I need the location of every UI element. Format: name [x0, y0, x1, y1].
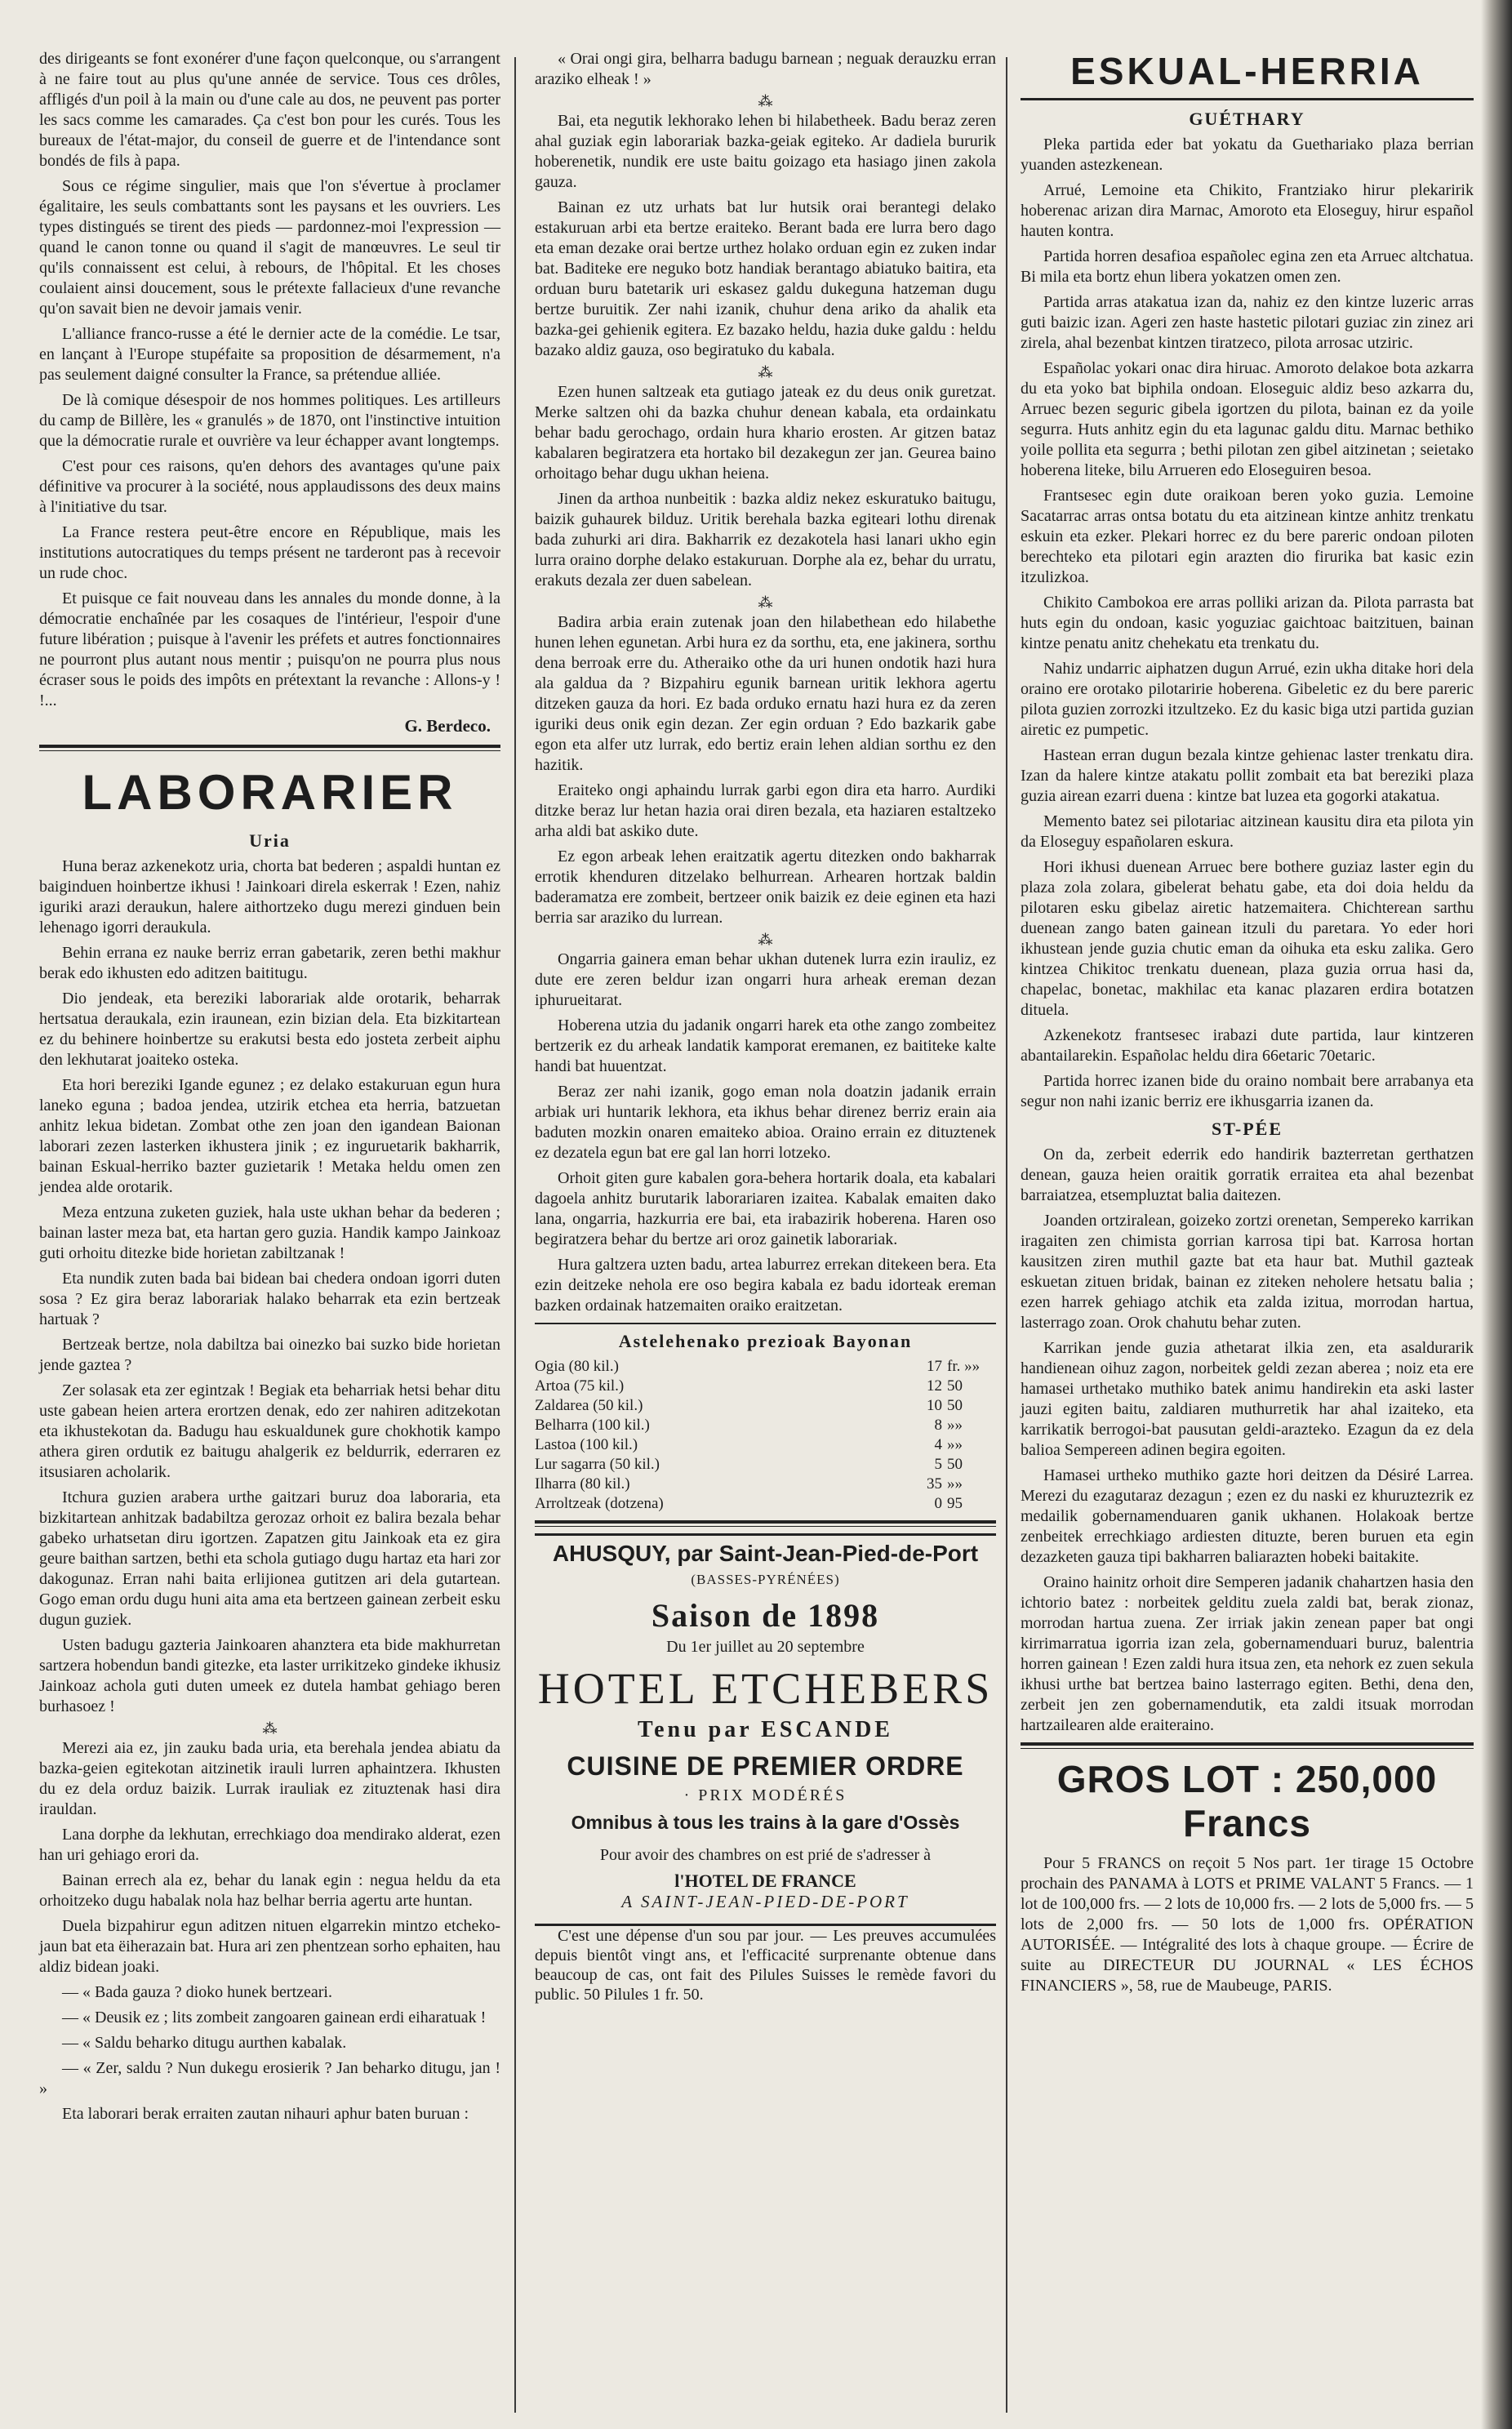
- table-row: [535, 1494, 996, 1514]
- article-paragraph: Merezi aia ez, jin zauku bada uria, eta berehala jendea abiatu da bazka-geien egitekotan aitzinetik irauli lurren aphaintzera. Ikhusten du ez dela orduz baizik. Lurrak irauliak ez zituztenak hasi dira irauldan.: [39, 1739, 500, 1818]
- article-paragraph: Jinen da arthoa nunbeitik : bazka aldiz nekez eskuratuko baitugu, baizik guhaurek bilduz. Uritik berehala bazka egiteari lothu direnak bada zuhurki ari dira. Bakharrik ez dezakotela hasi lanari ukho egin lurra oraino dorphe delako estakuruan. Dorphe ala ez, behar du urratu, erakuts dezala zer duen sabelean.: [535, 490, 996, 589]
- article-title: GUÉTHARY: [1189, 109, 1305, 129]
- article-paragraph: Hastean erran dugun bezala kintze gehienac laster trenkatu dira. Izan da halere kintze atakatu pollit zombait eta bat bereziki plaza guzia airean ezarri duena : kintze bat luzea eta gogorki atakatua.: [1021, 746, 1474, 805]
- price-value: 4: [934, 1436, 942, 1453]
- article-paragraph: Sous ce régime singulier, mais que l'on s'évertue à proclamer égalitaire, les seuls combattants sont les paysans et les ouvriers. Les types distingués se tirent des pieds — pardonnez-moi l'expression — quand le canon tonne ou quand il s'agit de manœuvres. Le seul tir qu'ils connaissent est celui, à rebours, de l'hôpital. Et les choses coulaient ainsi doucement, sous le prétexte fallacieux d'une revanche qu'on savait bien ne devoir jamais venir.: [39, 177, 500, 318]
- article-paragraph: Eraiteko ongi aphaindu lurrak garbi egon dira eta harro. Aurdiki ditzke beraz lur hetan hazia orai diren bezala, eta haziaren estaltzeko arha aldi bat askiko dute.: [535, 781, 996, 840]
- dialogue-line: — « Saldu beharko ditugu aurthen kabalak.: [62, 2034, 347, 2052]
- article-paragraph: Ezen hunen saltzeak eta gutiago jateak ez du deus onik guretzat. Merke saltzen ohi da bazka chuhur denean kabala, eta ordainkatu behar badu gerochago, ordain hura khario erosten. Ar gitzen bataz kabalaren begiratzera eta hortako bil dezakegun zer jan. Geurea baino orhoitago behar dugu ukhan heiena.: [535, 383, 996, 483]
- dialogue-line: — « Deusik ez ; lits zombeit zangoaren gainean erdi eiharatuak !: [62, 2009, 487, 2026]
- ad-contact: Pour avoir des chambres on est prié de s'adresser à: [599, 1846, 932, 1864]
- article-paragraph: L'alliance franco-russe a été le dernier acte de la comédie. Le tsar, en lançant à l'Europe stupéfaite sa proposition de désarmement, n'a pas seulement daigné consulter la France, sa prétendue alliée.: [39, 325, 500, 384]
- asterism: ⁂: [758, 364, 773, 380]
- article-paragraph: Hori ikhusi duenean Arruec bere bothere guziaz laster egin du plaza zola zolara, gibelerat behatu gabe, eta doi doia heldu da pilotaren esku gibelaz airetic hatzemaitera. Chichterean sarthu duenean zango baten gainean itzuli du paretara. Yo eder hori ikhustean jende guzia chutic eman da oihuka eta esku zalika. Gero kintzea Chikitoc trenkatu duenean, plaza guzia orrua hasi da, chapelac, bonetac, makhilac eta kanac plazaren erdira botatzen dituela.: [1021, 858, 1474, 1019]
- table-row: [535, 1357, 996, 1377]
- article-paragraph: Lana dorphe da lekhutan, errechkiago doa mendirako alderat, ezen han uri gehiago erori da.: [39, 1826, 500, 1864]
- dialogue-line: — « Zer, saldu ? Nun dukegu erosierik ? Jan beharko ditugu, jan ! »: [39, 2059, 500, 2098]
- price-item: Arroltzeak (dotzena): [535, 1495, 664, 1512]
- table-row: [535, 1396, 996, 1416]
- article-paragraph: Bainan errech ala ez, behar du lanak egin : negua heldu da eta orhoitzeko dugu habalak nola haz belhar berria agertu arte huntan.: [39, 1871, 500, 1910]
- price-value: 12: [927, 1377, 942, 1395]
- article-paragraph: Frantsesec egin dute oraikoan beren yoko guzia. Lemoine Sacatarrac arras ontsa botatu du eta aitzinean kintze anhitz trenkatu eskuin eta ezker. Plekari horrec ez du bere pareric ondoan piloten berechteko eta pilotari egin arazten dio firurika bat kasic ezin itzulizkoa.: [1021, 487, 1474, 586]
- article-paragraph: Partida horren desafioa españolec egina zen eta Arruec altchatua. Bi mila eta bortz ehun libera yokatzen omen zen.: [1021, 247, 1474, 286]
- article-paragraph: Ez egon arbeak lehen eraitzatik agertu ditezken ondo bakharrak errotik khenduren ditzelako belhurrean. Arhearen hortzak baldin baderamatza ere zombeit, bertzeer onik baizik ez deie eginen eta hazi berria sar araziko du lurrean.: [535, 847, 996, 927]
- article-paragraph: Bai, eta negutik lekhorako lehen bi hilabetheek. Badu beraz zeren ahal guziak egin laborariak bazka-geiak egiteko. Ar dadiela bururik hoberenetik, nundik ere uste baitu goizago eta hasiago jinen zakola gauza.: [535, 112, 996, 191]
- article-paragraph: Nahiz undarric aiphatzen dugun Arrué, ezin ukha ditake hori dela oraino ere orotako pilotaririe hoberena. Gibeletic ez du bere pareric pilota guzien zorrozki itzultzeko. Ez du kasic biga utzi partida guzian airetic ez pumpetic.: [1021, 660, 1474, 739]
- ad-contact-hotel: l'HOTEL DE FRANCE: [674, 1871, 856, 1891]
- article-paragraph: Azkenekotz frantsesec irabazi dute partida, laur kintzeren abantailarekin. Españolac heldu dira 66etaric 70etaric.: [1021, 1026, 1474, 1065]
- article-paragraph: Ongarria gainera eman behar ukhan dutenek lurra ezin irauliz, ez dute ere zeren beldur izan ongarri hura arheak ereman dezan iphurueitarat.: [535, 950, 996, 1009]
- price-cents: »»: [947, 1436, 963, 1453]
- asterism: ⁂: [758, 594, 773, 611]
- article-paragraph: Usten badugu gazteria Jainkoaren ahanztera eta bide makhurretan sartzera hobendun bandi gitezke, eta laster urrikitzeko gindeke ikhusiz Jainkoaz achola guti duten umeek ez dutela hambat gehiago beren burhasoez !: [39, 1636, 500, 1715]
- article-paragraph: Partida horrec izanen bide du oraino nombait bere arrabanya eta segur non nahi izanic berriz ere ikhusgarria izanen da.: [1021, 1072, 1474, 1110]
- price-value: 17: [927, 1358, 942, 1375]
- price-item: Artoa (75 kil.): [535, 1377, 625, 1395]
- section-separator: [39, 745, 500, 751]
- table-row: [535, 1377, 996, 1396]
- article-paragraph: Zer solasak eta zer egintzak ! Begiak eta beharriak hetsi behar ditu uste gabean heien artera erortzen denak, edo zer nahiren aditzekotan eta ikhustekotan da. Badugu hau eskualdunek gure chokhotik kampo athera giren ordutik ez baitugu ahalgerik ez beldurrik, ederraren ez itsusiaren acholarik.: [39, 1381, 500, 1481]
- price-item: Lur sagarra (50 kil.): [535, 1456, 660, 1473]
- price-item: Ilharra (80 kil.): [535, 1475, 630, 1493]
- price-cents: »»: [947, 1475, 963, 1493]
- article-paragraph: Orhoit giten gure kabalen gora-behera hortarik doala, eta kabalari dagoela anhitz burutarik laborariaren izaitea. Kabalak emaiten dako lana, ongarria, hazkurria ere bai, eta irabazirik hoberena. Haren oso begiratzera behar du bertze ari oroz gainetik laborariak.: [535, 1169, 996, 1248]
- article-paragraph: Huna beraz azkenekotz uria, chorta bat bederen ; aspaldi huntan ez baiginduen hoinbertze ikhusi ! Jainkoari direla eskerrak ! Ezen, nahiz iguriki arazi deraukun, halere aithortzeko dugu merezi ginduen bein lehenago igorri deraukula.: [39, 857, 500, 936]
- article-paragraph: des dirigeants se font exonérer d'une façon quelconque, ou s'arrangent à ne faire tout au plus qu'une année de service. Tous ces drôles, affligés d'un poil à la main ou d'une cale au dos, ne peuvent pas porter les sacs comme les camarades. Ça c'est bon pour les curés. Tous les bureaux de l'état-major, du conseil de guerre et de l'intendance sont bondés de fils à papa.: [39, 50, 500, 170]
- price-item: Ogia (80 kil.): [535, 1358, 619, 1375]
- article-paragraph: Pleka partida eder bat yokatu da Guethariako plaza berrian yuanden astezkenean.: [1021, 136, 1474, 174]
- price-cents: 50: [947, 1397, 963, 1414]
- price-cents: 50: [947, 1377, 963, 1395]
- pills-advertisement: [535, 1926, 996, 2004]
- column-2: [535, 49, 996, 2009]
- ad-location: AHUSQUY, par Saint-Jean-Pied-de-Port: [552, 1541, 979, 1566]
- price-value: 5: [934, 1456, 942, 1473]
- price-cents: »»: [947, 1417, 963, 1434]
- article-paragraph: Hura galtzera uzten badu, artea laburrez errekan ditekeen bera. Eta ezin deitzeke nehola ere oso begira kabala ez badu idorteak ereman bazken ordainak hatzemaiten oraiko eraitzetan.: [535, 1256, 996, 1315]
- ad-omnibus: Omnibus à tous les trains à la gare d'Ossès: [571, 1812, 960, 1833]
- article-paragraph: Hoberena utzia du jadanik ongarri harek eta othe zango zombeitez bertzerik ez du arheak landatik kamporat eremanen, ez baititeke kalte handi bat huuentzat.: [535, 1017, 996, 1075]
- section-separator: [535, 1323, 996, 1324]
- section-title: LABORARIER: [82, 765, 458, 820]
- price-cents: 95: [947, 1495, 963, 1512]
- article-paragraph: Et puisque ce fait nouveau dans les annales du monde donne, à la démocratie enchaînée par les cosaques de l'intérieur, l'espoir d'une future libération ; puisque à l'avenir les préfets et autres fonctionnaires ne pourront plus autant nous mentir ; puisqu'on ne pourra plus nous écraser sous le poids des impôts en prétextant la revanche : Allons-y ! !...: [39, 589, 500, 710]
- ad-dates: Du 1er juillet au 20 septembre: [666, 1638, 865, 1656]
- price-value: 35: [927, 1475, 942, 1493]
- hotel-advertisement: [535, 1533, 996, 1926]
- ad-owner: Tenu par ESCANDE: [638, 1717, 893, 1742]
- article-paragraph: Arrué, Lemoine eta Chikito, Frantziako hirur plekaririk hoberenac arizan dira Marnac, Amoroto eta Eloseguy, hirur español hauten kontra.: [1021, 181, 1474, 240]
- article-paragraph: Badira arbia erain zutenak joan den hilabethean edo hilabethe hunen lehen egunetan. Arbi hura ez da sorthu, eta, ene jakinera, sorthu dena berroak erre du. Atheraiko othe da uri hunen ondotik hazi hura ala galdua da ? Bizpahiru egunik barnean uritik lekhora agertu ditzeken gauza da hori. Ez bada orduko ernatu hazi hura ez da zeren iguriki deus onik egin dezan. Zer egin orduan ? Edo bazkarik gabe egon eta alfer utz lurrak, edo bertiz erain lehen aldian sorthu ez den hazitik.: [535, 613, 996, 774]
- article-paragraph: Españolac yokari onac dira hiruac. Amoroto delakoe bota azkarra du eta yoko bat biphila ondoan. Eloseguic aldiz beso azkarra du, Arruec bezen seguric gibela igortzen du pilota, bainan ez da yoile segurra. Huts anhitz egin du eta lagunac galdu ditu. Marnac bethiko yoile pollita eta segurra ; bethi pilotan zen gibel aitzinetan ; seietako hoberena liteke, bilu Arrueren edo Eloseguiren besoa.: [1021, 359, 1474, 479]
- column-1: [39, 49, 500, 2129]
- article-paragraph: La France restera peut-être encore en République, mais les institutions autocratiques du temps présent ne tarderont pas à recevoir un rude choc.: [39, 523, 500, 582]
- article-paragraph: Joanden ortziralean, goizeko zortzi orenetan, Sempereko karrikan iragaiten zen chimista gorrian karrosa tipi bat. Karrosa hortan kausitzen ziren muthil gazte bat eta haur bat. Muthil gazteak eskuetan zituen bridak, bainan ez ziteken neholere hetsatu balia ; ezen harrek gehiago atchik eta zalda izitua, morrodan hartua, lasterrago zoan. Orok chahutu behar zuten.: [1021, 1212, 1474, 1332]
- price-item: Belharra (100 kil.): [535, 1417, 650, 1434]
- price-item: Lastoa (100 kil.): [535, 1436, 638, 1453]
- article-paragraph: Oraino hainitz orhoit dire Semperen jadanik chahartzen hasia den ichtorio batez : norbeitek gelditu zuela zaldi bat, berak zionaz, morrodan hartua zuena. Zer irriak jakin zenean paper bat ongi kirrimarratua igorria izan zela, gobernamenduari buruz, balentria horren gainean ! Ezen zaldi hura itsua zen, eta nehork ez zuen sekula ikhusi urthe bat bertzea baino lasterrago egiten. Bethi, dena den, zerbeit jen zen gobernamendutik, eta zaldi itsuak morrodan hartzailearen alde eraiteraino.: [1021, 1573, 1474, 1734]
- article-paragraph: Itchura guzien arabera urthe gaitzari buruz doa laboraria, eta bizkitartean anhitzak badabiltza gerozaz orhoit ez balira bezala behar gabeko urhatsetan diru igortzen. Zapatzen gitu Jainkoak eta ez gira geure baithan sartzen, bethi eta schola gutiago dugu hartaz eta hari zor dakogunaz. Erran nahi baita erlijionea gutitzen ari dela gutartean. Gogo eman ordu dugu huni aita ama eta bertzeen gainean zerbeit esku dugun guziek.: [39, 1488, 500, 1629]
- article-paragraph: Eta nundik zuten bada bai bidean bai chedera ondoan igorri duten sosa ? Ez gira beraz laborariak halako beharrak eta ezin bertzeak hartuak ?: [39, 1270, 500, 1328]
- article-paragraph: Duela bizpahirur egun aditzen nituen elgarrekin mintzo etcheko-jaun bat eta ëiherazain bat. Hura ari zen phentzean sorho ephaiten, hau aldiz bidean joaki.: [39, 1917, 500, 1976]
- article-paragraph: Beraz zer nahi izanik, gogo eman nola doatzin jadanik errain arbiak uri huntarik lekhora, eta ikhus behar direnez berriz erain aia baduten mozkin onaren emaiteko abioa. Oraino errain ez dituztenek ez dezatela egun bat ere gal lan horri lotzeko.: [535, 1083, 996, 1162]
- section-separator: [1021, 1742, 1474, 1749]
- article-paragraph: De là comique désespoir de nos hommes politiques. Les artilleurs du camp de Billère, les « granulés » de 1870, ont l'instinctive intuition que la démocratie rurale et ouvrière va leur échapper avant longtemps.: [39, 391, 500, 450]
- article-paragraph: Behin errana ez nauke berriz erran gabetarik, zeren bethi makhur berak edo ikhusten edo aditzen baititugu.: [39, 944, 500, 982]
- price-cents: 50: [947, 1456, 963, 1473]
- ad-prices: · PRIX MODÉRÉS: [683, 1786, 847, 1804]
- asterism: ⁂: [262, 1720, 278, 1737]
- column-3: [1021, 49, 1474, 2001]
- asterism: ⁂: [758, 93, 773, 109]
- ad-season: Saison de 1898: [651, 1597, 880, 1634]
- table-row: [535, 1416, 996, 1435]
- ad-region: (BASSES-PYRÉNÉES): [691, 1572, 840, 1587]
- price-item: Zaldarea (50 kil.): [535, 1397, 643, 1414]
- article-paragraph: Bainan ez utz urhats bat lur hutsik orai berantegi delako estakuruan arbi eta bertze eraiteko. Berant bada ere lurra bero dago eta eman dezake orai bertze urthez holako orduan egin ez zuken indar bat. Baditeke ere neguko botz handiak berantago abiatuko baitira, eta orduan buru batetarik uri eskasez galdu dukeguna hatzeman dugu bertze buruitik. Zer nahi izanik, chuhur dena ariko da ahalik eta bazka-gei gehienik egitera. Ez bazako heldu, hazia duke galdu : heldu bazako aldiz gauza, oso begiratuko du kabala.: [535, 198, 996, 359]
- price-value: 10: [927, 1397, 942, 1414]
- ad-contact-town: A SAINT-JEAN-PIED-DE-PORT: [621, 1892, 909, 1911]
- lottery-text: Pour 5 FRANCS on reçoit 5 Nos part. 1er tirage 15 Octobre prochain des PANAMA à LOTS et PRIME VALANT 5 Francs. — 1 lot de 100,000 frs. — 2 lots de 10,000 frs. — 2 lots de 5,000 frs. — 5 lots de 2,000 frs. — 50 lots de 1,000 frs. OPÉRATION AUTORISÉE. — Intégralité des lots à chaque groupe. — Écrire de suite au DIRECTEUR DU JOURNAL « LES ÉCHOS FINANCIERS », 58, rue de Maubeuge, PARIS.: [1021, 1854, 1474, 1995]
- article-paragraph: « Orai ongi gira, belharra badugu barnean ; neguak derauzku erran araziko elheak ! »: [535, 50, 996, 88]
- article-paragraph: Memento batez sei pilotariac aitzinean kausitu dira eta pilota yin da Eloseguy españolaren eskura.: [1021, 812, 1474, 851]
- dialogue-line: — « Bada gauza ? dioko hunek bertzeari.: [62, 1983, 332, 2001]
- price-cents: fr. »»: [947, 1358, 981, 1375]
- article-paragraph: Partida arras atakatua izan da, nahiz ez den kintze luzeric arras guti baizic izan. Ageri zen haste hastetic pilotari guziac zin zinez ari zirela, ahal bezenbat kintzen tiratzeco, pilota arrosac utziric.: [1021, 293, 1474, 352]
- asterism: ⁂: [758, 932, 773, 948]
- table-row: [535, 1475, 996, 1494]
- article-paragraph: Karrikan jende guzia athetarat ilkia zen, eta asaldurarik handienean oihuz zagon, norbeitek geldi zezan aberea ; noiz eta ere hamasei urthetako muthiko batek animu handirekin eta aski laster jauzi egiten baitu, zaldiaren muthurretik har ahal izaiteko, eta karrikatik berrogoi-bat pausutan geldi-arazteko. Ezagun da ez dela balioa Sempereen adinen begira egoiten.: [1021, 1339, 1474, 1459]
- table-row: [535, 1435, 996, 1455]
- price-table: [535, 1357, 996, 1514]
- ad-text: C'est une dépense d'un sou par jour. — Les preuves accumulées depuis bientôt vingt ans, et l'efficacité surprenante obtenue dans beaucoup de cas, ont fait des Pilules Suisses le remède favori du public. 50 Pilules 1 fr. 50.: [535, 1927, 996, 2004]
- page-edge-shadow: [1481, 0, 1512, 2429]
- article-paragraph: Bertzeak bertze, nola dabiltza bai oinezko bai suzko bide horietan jende gaztea ?: [39, 1336, 500, 1374]
- price-value: 0: [934, 1495, 942, 1512]
- signature: G. Berdeco.: [404, 716, 491, 736]
- price-value: 8: [934, 1417, 942, 1434]
- column-rule: [1006, 57, 1007, 2413]
- ad-hotel-name: HOTEL ETCHEBERS: [537, 1664, 994, 1713]
- table-row: [535, 1455, 996, 1475]
- column-rule: [514, 57, 516, 2413]
- article-paragraph: On da, zerbeit ederrik edo handirik bazterretan gerthatzen denean, gauza heien oraitik gorratik erraitea eta ahal bezenbat barraiatzea, etsempluztat balia daitezen.: [1021, 1146, 1474, 1204]
- article-title: Uria: [249, 830, 291, 851]
- article-paragraph: Chikito Cambokoa ere arras polliki arizan da. Pilota parrasta bat huts egin du ondoan, kasic yoguziac gaichtoac baitzituen, bainan kintze penatu anitz chehekatu eta trenkatu du.: [1021, 594, 1474, 652]
- masthead: ESKUAL-HERRIA: [1021, 49, 1474, 100]
- ad-cuisine: CUISINE DE PREMIER ORDRE: [567, 1751, 964, 1781]
- article-paragraph: Dio jendeak, eta bereziki laborariak alde orotarik, beharrak hertsatua deraukala, ezin iraunean, ezin bizian dela. Eta bizkitartean ez du behinere hoinbertze su erakutsi besta edo josteta zerbeit aiphu den lekhutarat joaiteko osteka.: [39, 990, 500, 1069]
- article-paragraph: C'est pour ces raisons, qu'en dehors des avantages qu'une paix définitive va procurer à la société, nous applaudissons des deux mains à l'initiative du tsar.: [39, 457, 500, 516]
- article-paragraph: Hamasei urtheko muthiko gazte hori deitzen da Désiré Larrea. Merezi du ezagutaraz dezagun ; ezen ez du naski ez khuruztezrik ez medailik gobernamenduaren ganik ukhanen. Holakoak bertze zenbeitek errechkiago ardiesten dituzte, beren buruen eta egin dezazketen gauza tipi bakharren baliarazten hobeki baitakite.: [1021, 1466, 1474, 1566]
- article-paragraph: Eta hori bereziki Igande egunez ; ez delako estakuruan egun hura laneko eguna ; badoa jendea, utzirik etchea eta herria, batzuetan anhitz lekua bidetan. Zombat othe zen joan den igandean Baionan laborari zezen lasterken ikhustera jinik ; ez inguruetarik bakharrik, bainan Eskual-herriko bazter guzietarik ! Metaka heldu omen zen jendea alde orotarik.: [39, 1076, 500, 1196]
- article-paragraph: Meza entzuna zuketen guziek, hala uste ukhan behar da bederen ; bainan laster meza bat, eta hartan gero guzia. Handik kampo Jainkoaz guti orhoitu ditezke bide horietan zabiltzanak !: [39, 1203, 500, 1262]
- price-table-title: Astelehenako prezioak Bayonan: [618, 1331, 913, 1351]
- article-title: ST-PÉE: [1211, 1119, 1283, 1139]
- article-paragraph: Eta laborari berak erraiten zautan nihauri aphur baten buruan :: [62, 2105, 469, 2123]
- section-separator: [535, 1520, 996, 1527]
- lottery-headline: GROS LOT : 250,000 Francs: [1056, 1758, 1438, 1844]
